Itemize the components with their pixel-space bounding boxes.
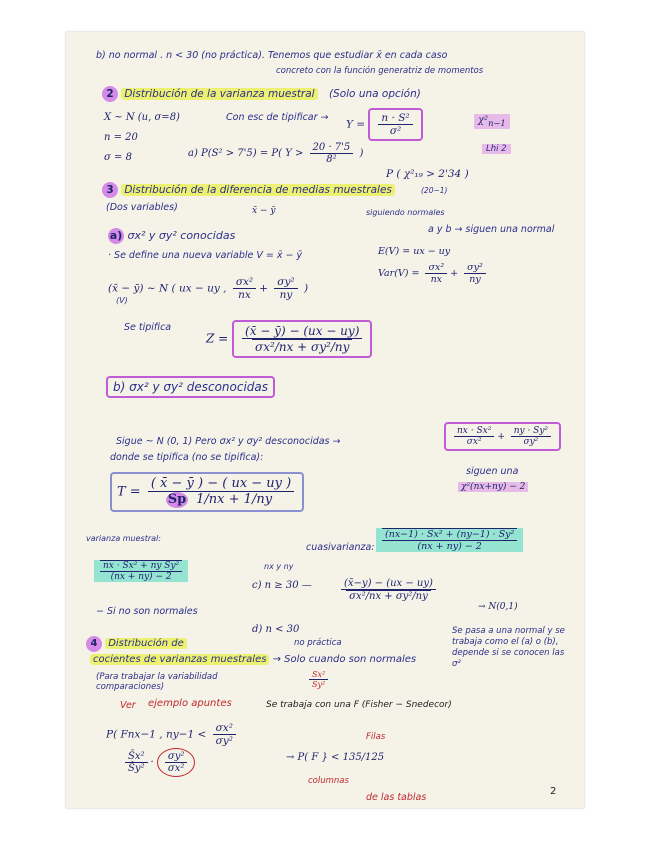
cuasi-highlight	[376, 528, 523, 552]
t-sqrt-part: 1/nx + 1/ny	[192, 491, 276, 507]
sp-formula	[94, 560, 188, 582]
sp-denominator: (nx + ny) − 2	[110, 572, 172, 582]
sample-size: n = 20	[104, 132, 138, 143]
var-b2: ny	[469, 274, 481, 285]
dist-t1: σx²	[233, 276, 256, 289]
z-formula-box	[232, 320, 372, 358]
cuasivarianza-label: cuasivarianza:	[306, 542, 375, 553]
section-4-title2: cocientes de varianzas muestrales	[90, 654, 269, 665]
section-2-heading	[102, 86, 421, 102]
page-number: 2	[550, 786, 557, 797]
chi-comp-d2: σy²	[523, 437, 539, 447]
varianza-muestral-label: varianza muestral:	[86, 534, 161, 543]
c-denominator: σx²/nx + σy²/ny	[346, 590, 431, 602]
var-t1: σx²	[425, 262, 447, 274]
section-3-title: Distribución de la diferencia de medias muestrales	[121, 184, 395, 196]
ratio2-top: σy²	[165, 751, 187, 763]
result-chi-sub: (20−1)	[421, 186, 448, 195]
y-formula-box	[368, 108, 422, 141]
sigma-value: σ = 8	[104, 152, 132, 163]
y-eq: Y =	[346, 118, 366, 131]
case-a	[108, 228, 235, 244]
dist-t2: σy²	[274, 276, 297, 289]
section-number-3: 3	[102, 182, 118, 198]
define-v: · Se define una nueva variable V = x̄ − ȳ	[108, 250, 303, 261]
distribution-v: (x̄ − ȳ) ~ N ( ux − uy , $\frac{\text{σx²}}{nx}$ + $\frac{\text{σy²}}{ny}$ )	[108, 276, 309, 301]
se-tipifica: Se tipifica	[124, 322, 172, 333]
z-denominator: σx²/nx + σy²/ny	[252, 339, 352, 354]
section-b-line1: b) no normal . n < 30 (no práctica). Tenemos que estudiar x̄ en cada caso	[96, 50, 448, 61]
s4-frac-bottom: Sy²	[312, 680, 326, 689]
z-eq: Z =	[206, 331, 229, 346]
notebook-page	[66, 32, 584, 808]
variance-v: Var(V) = $\frac{\text{σx²}}{nx}$ + $\frac{\text{σy²}}{ny}$	[378, 262, 489, 285]
donde-tipifica: donde se tipifica (no se tipifica):	[110, 452, 264, 463]
sp-numerator: nx · Sx² + ny Sy²	[100, 560, 182, 572]
ratio-circle	[157, 748, 195, 777]
section-4-heading	[86, 636, 187, 652]
case-b-box	[106, 376, 275, 398]
sigue-normal: Sigue ~ N (0, 1) Pero σx² y σy² desconocidas →	[116, 436, 341, 447]
section-4-fraction	[306, 670, 331, 689]
prob-a-numerator: 20 · 7'5	[310, 142, 354, 154]
siguiendo-normales: siguiendo normales	[366, 208, 445, 217]
y-denominator: σ²	[389, 125, 402, 137]
chi-comp-d1: σx²	[466, 437, 482, 447]
chi-note: Lhi 2	[482, 144, 511, 154]
ratio-top: Ŝx²	[125, 751, 148, 763]
case-c-result: → N(0,1)	[478, 602, 518, 612]
cuasivarianza-formula	[376, 528, 523, 552]
siguen-una: siguen una	[466, 466, 519, 477]
y-definition	[346, 108, 423, 141]
fisher-result	[286, 752, 384, 763]
c-numerator: (x̄−y) − (ux − uy)	[341, 578, 436, 590]
dist-v-label: (V)	[116, 296, 128, 305]
filas-label: Filas	[366, 732, 386, 742]
ejemplo-apuntes: ejemplo apuntes	[148, 698, 232, 709]
fisher-arrow: → P( F	[286, 752, 319, 763]
chi-comp-n1: nx · Sx²	[454, 426, 494, 437]
chi-result: χ²(nx+ny) − 2	[458, 482, 528, 492]
t-formula-box	[110, 472, 304, 512]
var-label: Var(V) =	[378, 268, 420, 279]
expected-v: E(V) = ux − uy	[378, 246, 451, 257]
siguen-normal: a y b → siguen una normal	[428, 224, 555, 235]
prob-a-text: a) P(S² > 7'5) = P( Y >	[188, 148, 304, 159]
section-3-sub: (Dos variables)	[106, 202, 178, 213]
no-normales: − Si no son normales	[96, 606, 198, 617]
y-numerator: n · S²	[378, 112, 412, 125]
z-numerator: (x̄ − ȳ) − (ux − uy)	[242, 324, 362, 339]
section-3-heading	[102, 182, 395, 198]
variance-ratio: $\frac{\text{Ŝx²}}{\text{Ŝy²}}$ · $\frac{\text{σy²}}{\text{σx²}}$	[122, 748, 195, 777]
case-b	[106, 380, 275, 394]
case-c-formula	[338, 578, 439, 602]
section-number-2: 2	[102, 86, 118, 102]
case-b-label: b)	[113, 380, 126, 394]
fisher-probability	[106, 722, 239, 747]
dist-mean: ux − uy ,	[178, 282, 227, 295]
t-denominator	[163, 492, 279, 508]
var-t2: σy²	[464, 262, 486, 274]
fisher-value: } < 135/125	[321, 752, 385, 763]
z-statistic	[206, 320, 372, 358]
p-f-bottom: σy²	[215, 735, 233, 747]
dist-b2: ny	[279, 289, 293, 301]
prob-a-denominator: 8²	[326, 154, 337, 165]
section-2-title: Distribución de la varianza muestral	[121, 88, 317, 100]
para-trabajar: (Para trabajar la variabilidad comparaciones)	[96, 672, 218, 692]
section-4-title1: Distribución de	[105, 638, 187, 649]
result-chi: P ( χ²₁₉ > 2'34 )	[386, 168, 469, 180]
sp-highlight	[94, 560, 188, 582]
solo-normales: → Solo cuando son normales	[272, 654, 417, 665]
p-f-text: P( Fnx−1 , ny−1 <	[106, 728, 207, 741]
columnas-label: columnas	[308, 776, 349, 786]
prob-a-close: )	[359, 148, 364, 159]
case-c: c) n ≥ 30 —	[252, 580, 312, 591]
ver-label: Ver	[120, 700, 136, 711]
nx-ny-label: nx y ny	[264, 562, 294, 571]
case-a-text: σx² y σy² conocidas	[127, 229, 236, 242]
var-b1: nx	[430, 274, 443, 285]
t-numerator: ( x̄ − ȳ ) − ( ux − uy )	[148, 476, 294, 492]
t-statistic	[110, 472, 304, 512]
section-4-title2-row	[90, 654, 416, 665]
section-2-note: (Solo una opción)	[328, 88, 421, 100]
s4-frac-top: Sx²	[309, 670, 328, 680]
chi-components-box: $\frac{\text{nx · Sx²}}{\text{σx²}}$ + $\frac{\text{ny · Sy²}}{\text{σy²}}$	[444, 422, 561, 451]
cuasi-numerator: (nx−1) · Ŝx² + (ny−1) · Ŝy²	[382, 528, 517, 541]
case-a-label: a)	[109, 229, 123, 242]
xbar-minus-ybar: x̄ − ȳ	[252, 206, 276, 216]
case-b-text: σx² y σy² desconocidas	[129, 380, 269, 394]
chi-components	[444, 422, 561, 451]
section-b-line2: concreto con la función generatriz de momentos	[276, 66, 484, 76]
cuasi-denominator: (nx + ny) − 2	[417, 541, 482, 552]
sp-circle: Sp	[167, 492, 187, 507]
p-f-top: σx²	[213, 722, 236, 735]
distribution-x: X ~ N (u, σ=8)	[104, 112, 180, 123]
ratio2-bottom: σx²	[167, 763, 185, 774]
se-pasa-note: Se pasa a una normal y se trabaja como el (a) o (b), depende si se conocen las σ²	[452, 626, 565, 670]
dist-left: (x̄ − ȳ) ~ N (	[108, 282, 176, 295]
ratio-bottom: Ŝy²	[128, 763, 145, 774]
dist-right: )	[303, 282, 309, 295]
fisher-note: Se trabaja con una F (Fisher − Snedecor)	[266, 700, 452, 710]
case-d-note: no práctica	[294, 638, 342, 648]
section-number-4: 4	[86, 636, 102, 652]
dist-b1: nx	[238, 289, 251, 301]
case-d: d) n < 30	[252, 624, 300, 635]
tipificar-note: Con esc de tipificar →	[226, 112, 329, 123]
t-eq: T =	[117, 484, 141, 500]
chi-symbol: χ²	[478, 115, 489, 126]
probability-a	[188, 142, 363, 165]
de-las-tablas: de las tablas	[366, 792, 427, 803]
chi-square-badge	[474, 114, 510, 129]
chi-subscript: n−1	[488, 118, 506, 128]
chi-comp-n2: ny · Sy²	[511, 426, 551, 437]
